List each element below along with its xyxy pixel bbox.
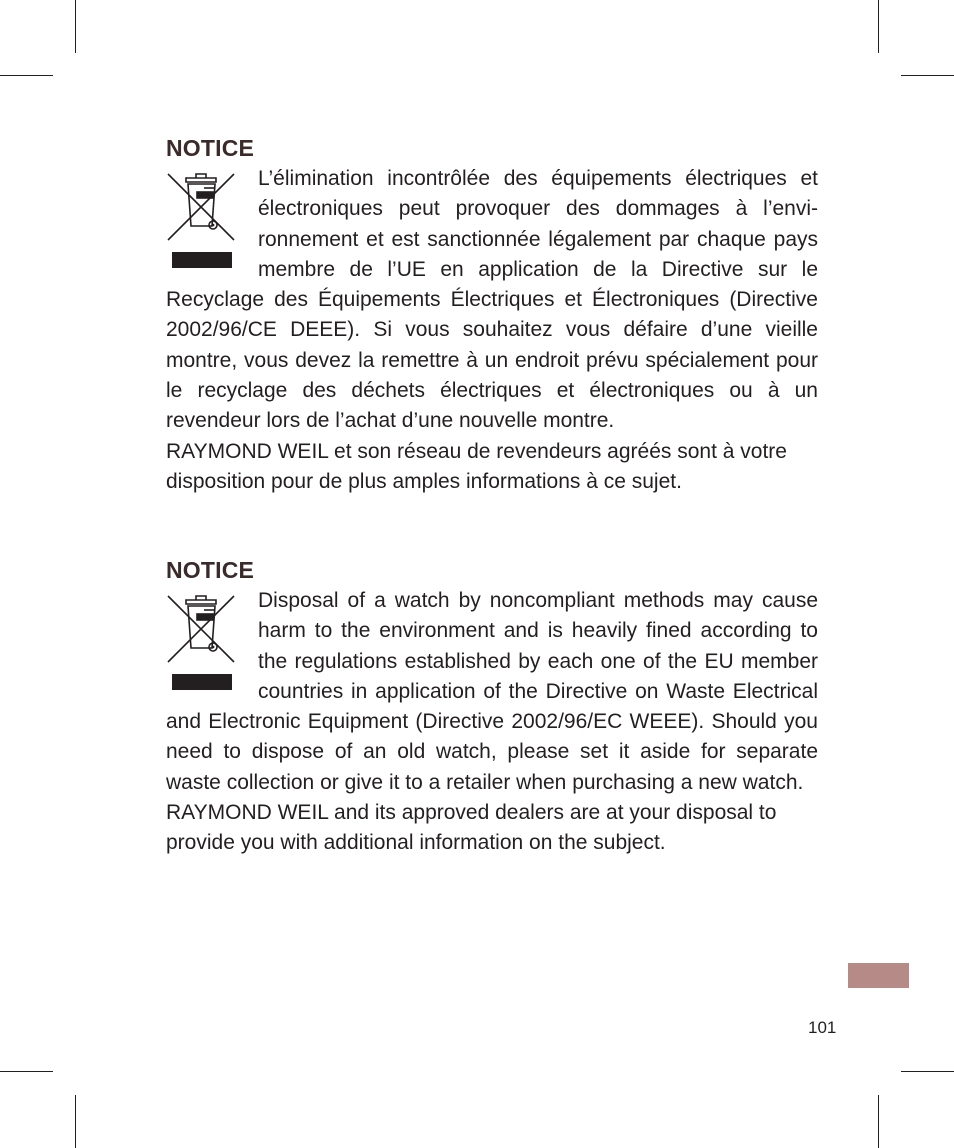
crossed-out-wheelie-bin-icon bbox=[166, 166, 250, 278]
notice-paragraph: RAYMOND WEIL et son réseau de revendeurs agréés sont à votre disposition pour de plus amples informations à ce sujet. bbox=[166, 439, 787, 493]
crop-mark-top-right-vertical bbox=[878, 0, 879, 53]
notice-body bbox=[166, 164, 818, 497]
notice-paragraph: RAYMOND WEIL and its approved dealers are at your disposal to provide you with additional information on the subject. bbox=[166, 801, 777, 855]
crop-mark-bottom-right-horizontal bbox=[901, 1071, 954, 1072]
crossed-out-wheelie-bin-icon bbox=[166, 588, 250, 700]
notice-english bbox=[166, 556, 818, 859]
crop-mark-bottom-left-vertical bbox=[75, 1095, 76, 1148]
section-tab-marker bbox=[848, 963, 909, 988]
notice-title: NOTICE bbox=[166, 135, 255, 161]
crop-mark-top-left-horizontal bbox=[0, 75, 53, 76]
notice-paragraph: Disposal of a watch by noncompliant methods may cause harm to the environment and is heavily fined according to the regulations established by each one of the EU member countries in application of the Directive on Waste Electrical and Electronic Equipment (Directive 2002/96/EC WEEE). Should you need to dispose of an old watch, please set it aside for separate waste collection or give it to a retailer when purchasing a new watch. bbox=[166, 589, 818, 794]
crop-mark-top-right-horizontal bbox=[901, 75, 954, 76]
crop-mark-top-left-vertical bbox=[75, 0, 76, 53]
notice-body bbox=[166, 586, 818, 859]
crop-mark-bottom-left-horizontal bbox=[0, 1071, 53, 1072]
page-number: 101 bbox=[808, 1018, 837, 1037]
notice-title: NOTICE bbox=[166, 557, 255, 583]
notice-french bbox=[166, 134, 818, 497]
crop-mark-bottom-right-vertical bbox=[878, 1095, 879, 1148]
notice-paragraph: L’élimination incontrôlée des équipements électriques et électroniques peut provoquer des dommages à l’envi-ronnement et est sanctionnée légalement par chaque pays membre de l’UE en application de la Directive sur le Recyclage des Équipements Électriques et Électroniques (Directive 2002/96/CE DEEE). Si vous souhaitez vous défaire d’une vieille montre, vous devez la remettre à un endroit prévu spécialement pour le recyclage des déchets électriques et électroniques ou à un revendeur lors de l’achat d’une nouvelle montre. bbox=[166, 167, 818, 433]
bin-underline-bar bbox=[172, 252, 232, 268]
bin-underline-bar bbox=[172, 674, 232, 690]
